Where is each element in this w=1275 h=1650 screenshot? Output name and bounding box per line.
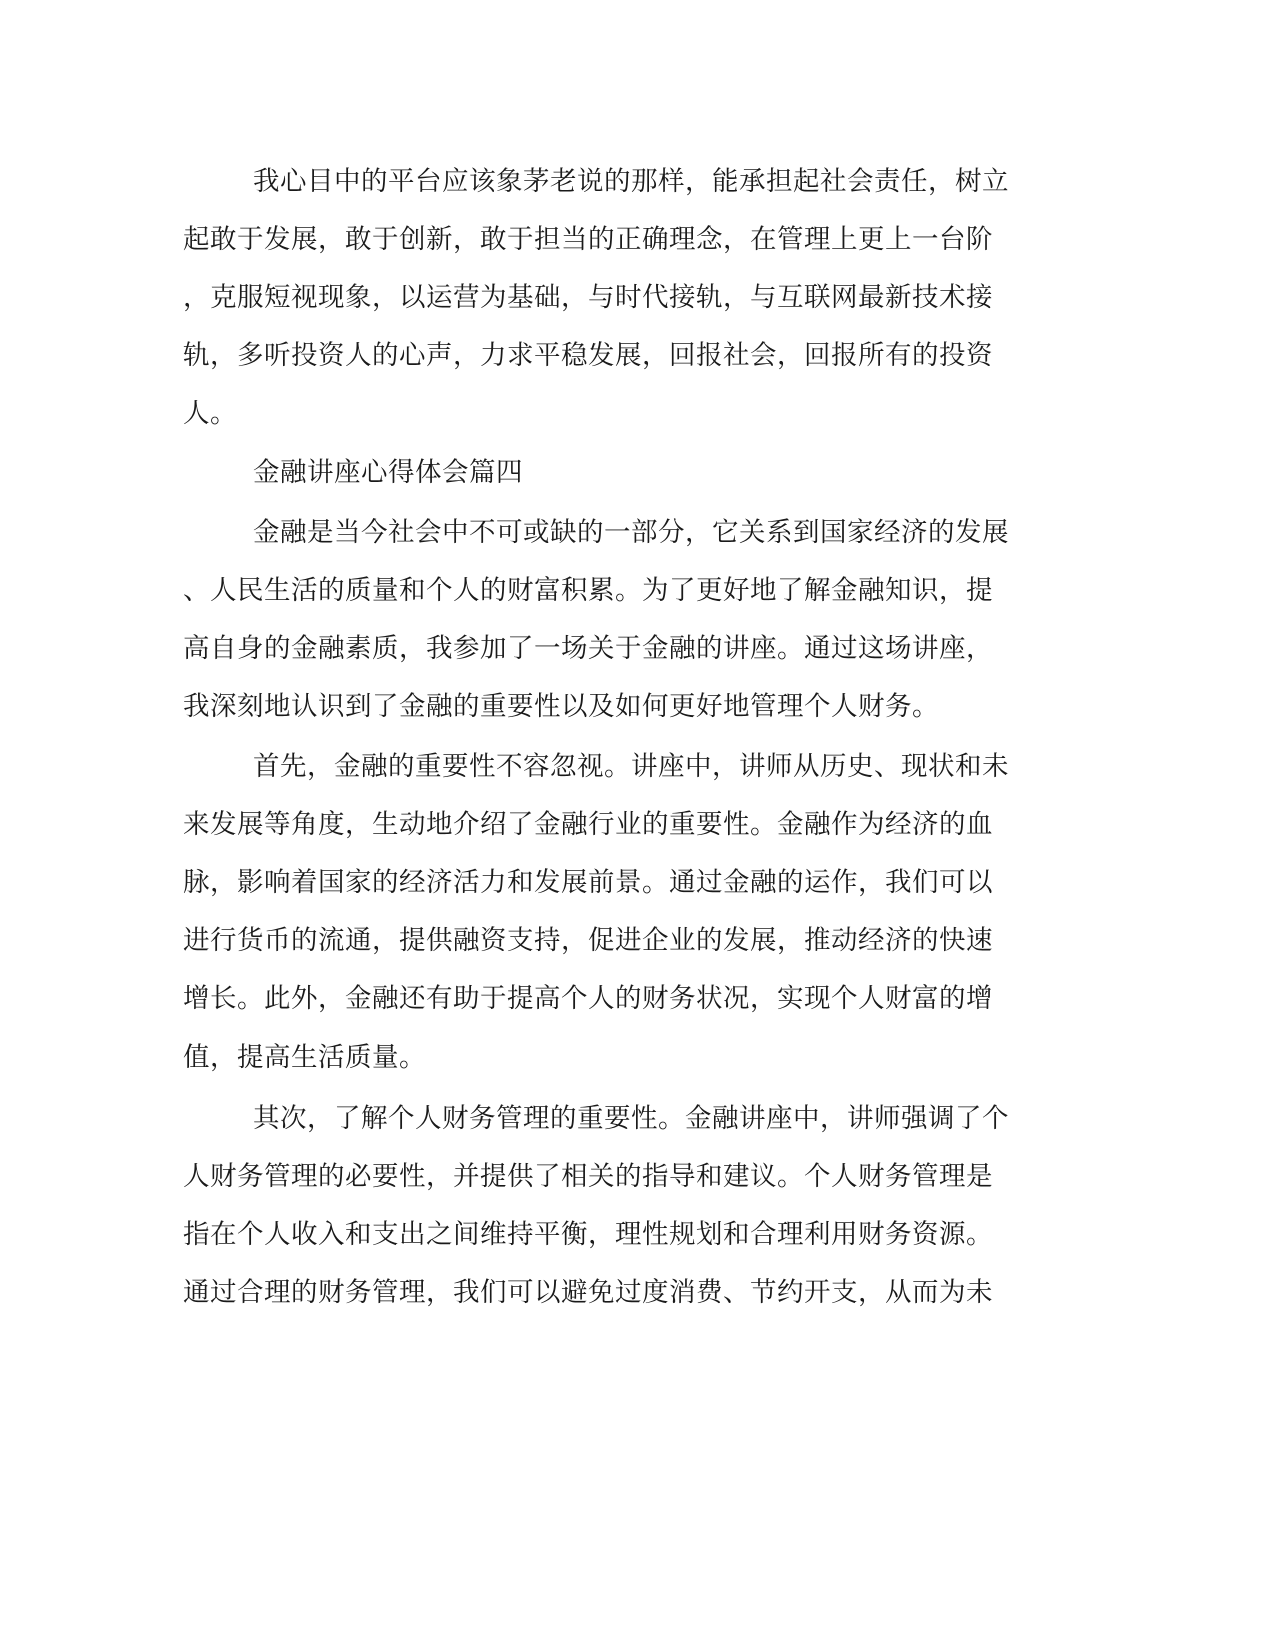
text-line: 起敢于发展，敢于创新，敢于担当的正确理念，在管理上更上一台阶 [183, 224, 993, 255]
text-line: 通过合理的财务管理，我们可以避免过度消费、节约开支，从而为未 [183, 1277, 993, 1308]
text-line: 增长。此外，金融还有助于提高个人的财务状况，实现个人财富的增 [183, 983, 993, 1014]
text-line: 轨，多听投资人的心声，力求平稳发展，回报社会，回报所有的投资 [183, 340, 993, 371]
text-line: 我深刻地认识到了金融的重要性以及如何更好地管理个人财务。 [183, 691, 939, 722]
text-line: 进行货币的流通，提供融资支持，促进企业的发展，推动经济的快速 [183, 925, 993, 956]
text-line: ，克服短视现象，以运营为基础，与时代接轨，与互联网最新技术接 [183, 282, 993, 313]
text-line: 其次，了解个人财务管理的重要性。金融讲座中，讲师强调了个 [253, 1103, 1009, 1134]
text-line: 脉，影响着国家的经济活力和发展前景。通过金融的运作，我们可以 [183, 867, 993, 898]
text-line: 我心目中的平台应该象茅老说的那样，能承担起社会责任，树立 [253, 166, 1009, 197]
text-line: 金融是当今社会中不可或缺的一部分，它关系到国家经济的发展 [253, 517, 1009, 548]
text-line: 来发展等角度，生动地介绍了金融行业的重要性。金融作为经济的血 [183, 809, 993, 840]
section-heading: 金融讲座心得体会篇四 [253, 457, 523, 488]
text-line: 首先，金融的重要性不容忽视。讲座中，讲师从历史、现状和未 [253, 751, 1009, 782]
text-line: 高自身的金融素质，我参加了一场关于金融的讲座。通过这场讲座， [183, 633, 993, 664]
text-line: 人。 [183, 398, 237, 429]
text-line: 、人民生活的质量和个人的财富积累。为了更好地了解金融知识，提 [183, 575, 993, 606]
text-line: 人财务管理的必要性，并提供了相关的指导和建议。个人财务管理是 [183, 1161, 993, 1192]
text-line: 值，提高生活质量。 [183, 1042, 426, 1073]
text-line: 指在个人收入和支出之间维持平衡，理性规划和合理利用财务资源。 [183, 1219, 993, 1250]
